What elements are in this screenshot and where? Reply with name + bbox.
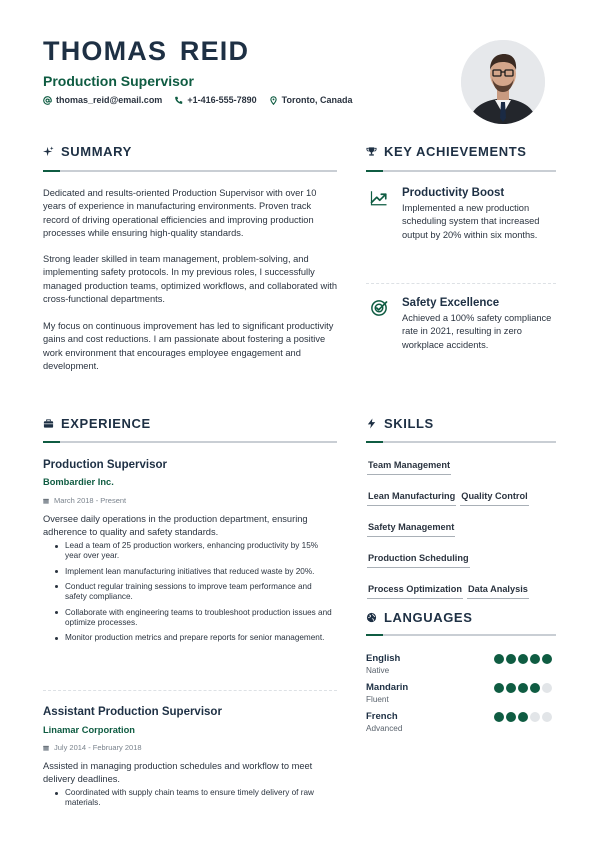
list-item: Implement lean manufacturing initiatives that reduced waste by 20%. — [55, 567, 335, 577]
trophy-icon — [366, 146, 377, 157]
skill-tag: Safety Management — [367, 522, 455, 537]
language-name: English — [366, 653, 401, 664]
job-1-bullets — [55, 541, 335, 649]
summary-paragraph-3: My focus on continuous improvement has led to significant productivity gains and cost reductions. I am passionate about fostering a positive work environment that encourages employee engagement and development. — [43, 321, 334, 372]
rating-dot-filled — [530, 654, 540, 664]
section-rule-experience — [43, 441, 337, 443]
language-name: Mandarin — [366, 682, 409, 693]
phone-icon — [174, 96, 183, 105]
job-2-company: Linamar Corporation — [43, 725, 135, 735]
list-item: Lead a team of 25 production workers, enhancing productivity by 15% year over year. — [55, 541, 335, 561]
profile-photo — [461, 40, 545, 124]
rating-dot-empty — [530, 712, 540, 722]
job-1-description: Oversee daily operations in the production department, ensuring adherence to quality and safety standards. — [43, 514, 308, 537]
skill-tag: Process Optimization — [367, 584, 463, 599]
section-rule-languages — [366, 634, 556, 636]
job-divider — [43, 690, 337, 691]
summary-paragraph-2: Strong leader skilled in team management, problem-solving, and implementing safety protocols. In my previous roles, I successfully managed production teams, optimized workflows, and collaborated with cross-functional departments. — [43, 254, 338, 305]
achievement-description: Implemented a new production scheduling system that increased output by 20% within six months. — [402, 203, 540, 240]
contact-bar — [43, 95, 352, 105]
job-2-title: Assistant Production Supervisor — [43, 706, 222, 718]
map-pin-icon — [269, 96, 278, 105]
language-level: Fluent — [366, 695, 389, 704]
contact-phone[interactable] — [174, 95, 256, 105]
rating-dot-filled — [494, 683, 504, 693]
section-title-experience-text: EXPERIENCE — [61, 416, 151, 431]
briefcase-icon — [43, 418, 54, 429]
job-1-dates-text: March 2018 - Present — [54, 496, 127, 505]
section-title-summary-text: SUMMARY — [61, 144, 132, 159]
skill-tag: Data Analysis — [467, 584, 529, 599]
language-rating — [494, 712, 552, 722]
skill-tag: Quality Control — [460, 491, 528, 506]
section-title-achievements-text: KEY ACHIEVEMENTS — [384, 144, 527, 159]
phone-text: +1-416-555-7890 — [187, 95, 257, 105]
trend-up-icon — [370, 189, 388, 207]
language-rating — [494, 654, 552, 664]
candidate-name: THOMAS REID — [43, 36, 250, 66]
section-title-experience — [43, 416, 151, 431]
rating-dot-filled — [494, 654, 504, 664]
calendar-icon — [43, 498, 49, 504]
job-1-dates — [43, 496, 126, 505]
rating-dot-filled — [518, 683, 528, 693]
contact-email[interactable] — [43, 95, 162, 105]
contact-location — [269, 95, 353, 105]
section-title-skills — [366, 416, 434, 431]
summary-paragraph-1: Dedicated and results-oriented Production Supervisor with over 10 years of experience in manufacturing environments. Proven track record of driving operational efficiencies and improving production processes while ensuring high-quality standards. — [43, 188, 317, 239]
job-1-title: Production Supervisor — [43, 459, 167, 471]
rating-dot-filled — [506, 654, 516, 664]
section-title-languages — [366, 610, 472, 625]
section-title-summary — [43, 144, 132, 159]
list-item: Conduct regular training sessions to improve team performance and safety compliance. — [55, 582, 335, 602]
achievement-title: Productivity Boost — [402, 187, 505, 199]
job-2-dates-text: July 2014 - February 2018 — [54, 743, 142, 752]
globe-icon — [366, 612, 377, 623]
rating-dot-empty — [542, 712, 552, 722]
section-rule-summary — [43, 170, 337, 172]
at-sign-icon — [43, 96, 52, 105]
achievement-title: Safety Excellence — [402, 297, 500, 309]
job-title-headline: Production Supervisor — [43, 73, 194, 89]
achievement-description: Achieved a 100% safety compliance rate in 2021, resulting in zero workplace accidents. — [402, 313, 552, 350]
job-1-company: Bombardier Inc. — [43, 477, 114, 487]
language-name: French — [366, 711, 398, 722]
lightning-icon — [366, 418, 377, 429]
list-item: Monitor production metrics and prepare reports for senior management. — [55, 633, 335, 643]
email-text: thomas_reid@email.com — [56, 95, 163, 105]
sparkle-icon — [43, 146, 54, 157]
rating-dot-filled — [542, 654, 552, 664]
language-item — [366, 653, 556, 675]
section-title-languages-text: LANGUAGES — [384, 610, 473, 625]
skill-tag: Lean Manufacturing — [367, 491, 456, 506]
calendar-icon — [43, 745, 49, 751]
section-title-skills-text: SKILLS — [384, 416, 434, 431]
skill-tag: Team Management — [367, 460, 451, 475]
rating-dot-filled — [506, 683, 516, 693]
language-item — [366, 711, 556, 733]
job-2-dates — [43, 743, 142, 752]
location-text: Toronto, Canada — [281, 95, 353, 105]
rating-dot-filled — [530, 683, 540, 693]
section-title-achievements — [366, 144, 527, 159]
skill-tag: Production Scheduling — [367, 553, 470, 568]
rating-dot-filled — [518, 654, 528, 664]
list-item: Coordinated with supply chain teams to ensure timely delivery of raw materials. — [55, 788, 335, 808]
language-level: Native — [366, 666, 390, 675]
list-item: Collaborate with engineering teams to troubleshoot production issues and optimize processes. — [55, 608, 335, 628]
language-level: Advanced — [366, 724, 403, 733]
rating-dot-empty — [542, 683, 552, 693]
achievement-item — [370, 297, 555, 352]
rating-dot-filled — [494, 712, 504, 722]
job-2-bullets — [55, 788, 335, 814]
language-rating — [494, 683, 552, 693]
achievement-divider — [366, 283, 556, 284]
job-2-description: Assisted in managing production schedules and workflow to meet delivery deadlines. — [43, 761, 313, 784]
rating-dot-filled — [506, 712, 516, 722]
target-check-icon — [370, 299, 388, 317]
rating-dot-filled — [518, 712, 528, 722]
section-rule-achievements — [366, 170, 556, 172]
language-item — [366, 682, 556, 704]
achievement-item — [370, 187, 555, 242]
section-rule-skills — [366, 441, 556, 443]
skills-list — [367, 460, 562, 599]
